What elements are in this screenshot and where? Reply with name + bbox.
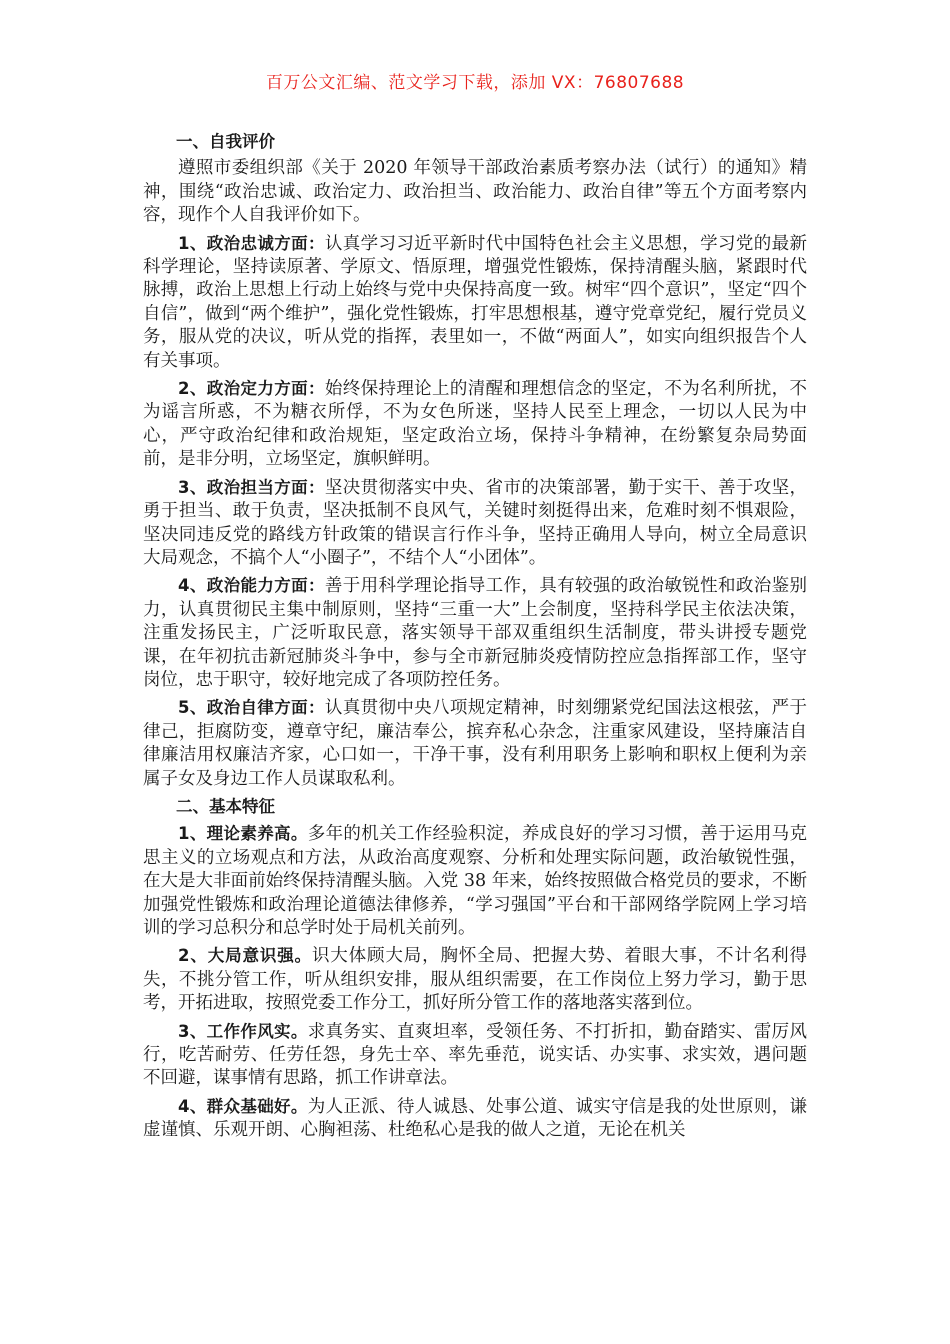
paragraph-lead: 4、政治能力方面： [178, 576, 325, 596]
paragraph-lead: 4、群众基础好。 [178, 1096, 308, 1116]
paragraph-lead: 1、理论素养高。 [178, 824, 308, 844]
document-body [143, 130, 807, 1143]
paragraph-text: 多年的机关工作经验积淀，养成良好的学习习惯，善于运用马克思主义的立场观点和方法，从政治高度观察、分析和处理实际问题，政治敏锐性强，在大是大非面前始终保持清醒头脑。入党 38 年来，始终按照做合格党员的要求，不断加强党性锻炼和政治理论道德法律修养，“学习强国”平台和干部网络学院网上学习培训的学习总积分和总学时处于局机关前列。 [143, 824, 808, 938]
paragraph-theory [143, 822, 807, 940]
paragraph-overall-view [143, 944, 807, 1015]
paragraph-political-resolve [143, 377, 807, 472]
paragraph-text: 识大体顾大局，胸怀全局、把握大势、着眼大事，不计名利得失，不挑分管工作，听从组织安排，服从组织需要，在工作岗位上努力学习，勤于思考，开拓进取，按照党委工作分工，抓好所分管工作的落地落实落到位。 [143, 946, 808, 1014]
paragraph-mass-base [143, 1095, 807, 1143]
section-heading-self-evaluation: 一、自我评价 [176, 132, 275, 151]
paragraph-lead: 1、政治忠诚方面： [178, 233, 325, 253]
paragraph-text: 求真务实、直爽坦率，受领任务、不打折扣，勤奋踏实、雷厉风行，吃苦耐劳、任劳任怨，身先士卒、率先垂范，说实话、办实事、求实效，遇问题不回避，谋事情有思路，抓工作讲章法。 [143, 1021, 808, 1089]
paragraph-text: 认真贯彻中央八项规定精神，时刻绷紧党纪国法这根弦，严于律己，拒腐防变，遵章守纪，廉洁奉公，摈弃私心杂念，注重家风建设，坚持廉洁自律廉洁用权廉洁齐家，心口如一，干净干事，没有利用职务上影响和职权上便利为亲属子女及身边工作人员谋取私利。 [143, 698, 807, 789]
intro-paragraph: 遵照市委组织部《关于 2020 年领导干部政治素质考察办法（试行）的通知》精神，围绕“政治忠诚、政治定力、政治担当、政治能力、政治自律”等五个方面考察内容，现作个人自我评价如下。 [143, 158, 807, 226]
paragraph-text: 为人正派、待人诚恳、处事公道、诚实守信是我的处世原则，谦虚谨慎、乐观开朗、心胸袒荡、杜绝私心是我的做人之道，无论在机关 [143, 1096, 808, 1141]
paragraph-political-responsibility [143, 476, 807, 571]
paragraph-political-loyalty [143, 232, 807, 373]
paragraph-lead: 3、工作作风实。 [178, 1021, 308, 1041]
paragraph-text: 善于用科学理论指导工作，具有较强的政治敏锐性和政治鉴别力，认真贯彻民主集中制原则，坚持“三重一大”上会制度，坚持科学民主依法决策，注重发扬民主，广泛听取民意，落实领导干部双重组织生活制度，带头讲授专题党课，在年初抗击新冠肺炎斗争中，参与全市新冠肺炎疫情防控应急指挥部工作，坚守岗位，忠于职守，较好地完成了各项防控任务。 [143, 576, 807, 690]
paragraph-political-discipline [143, 696, 807, 791]
paragraph-work-style [143, 1020, 807, 1091]
section-heading-basic-features: 二、基本特征 [176, 796, 275, 816]
paragraph-text: 始终保持理论上的清醒和理想信念的坚定，不为名利所扰，不为谣言所惑，不为糖衣所俘，不为女色所迷，坚持人民至上理念，一切以人民为中心，严守政治纪律和政治规矩，坚定政治立场，保持斗争精神，在纷繁复杂局势面前，是非分明，立场坚定，旗帜鲜明。 [143, 379, 807, 470]
paragraph-text: 认真学习习近平新时代中国特色社会主义思想，学习党的最新科学理论，坚持读原著、学原文、悟原理，增强党性锻炼，保持清醒头脑，紧跟时代脉搏，政治上思想上行动上始终与党中央保持高度一致。树牢“四个意识”，坚定“四个自信”，做到“两个维护”，强化党性锻炼，打牢思想根基，遵守党章党纪，履行党员义务，服从党的决议，听从党的指挥，表里如一，不做“两面人”，如实向组织报告个人有关事项。 [143, 233, 807, 371]
paragraph-lead: 5、政治自律方面： [178, 698, 325, 718]
paragraph-political-ability [143, 574, 807, 692]
watermark-banner: 百万公文汇编、范文学习下载，添加 VX：76807688 [265, 73, 685, 93]
paragraph-lead: 2、政治定力方面： [178, 379, 325, 399]
paragraph-text: 坚决贯彻落实中央、省市的决策部署，勤于实干、善于攻坚，勇于担当、敢于负责，坚决抵制不良风气，关键时刻挺得出来，危难时刻不惧艰险，坚决同违反党的路线方针政策的错误言行作斗争，坚持正确用人导向，树立全局意识大局观念，不搞个人“小圈子”，不结个人“小团体”。 [143, 477, 807, 568]
paragraph-lead: 3、政治担当方面： [178, 477, 325, 497]
paragraph-lead: 2、大局意识强。 [178, 946, 312, 966]
